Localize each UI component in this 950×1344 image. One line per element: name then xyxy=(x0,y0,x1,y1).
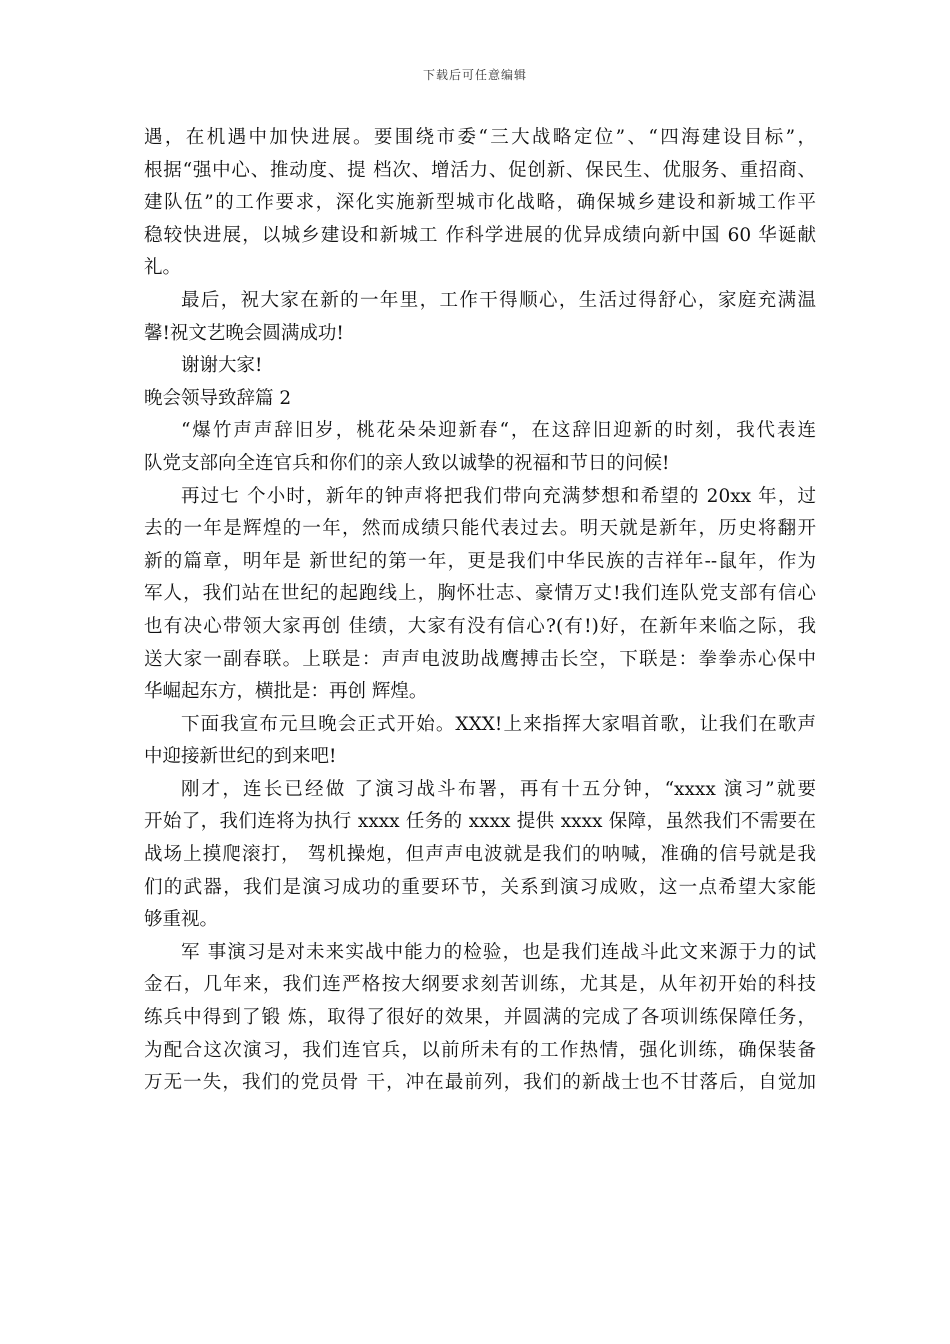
text-line: 送大家一副春联。上联是：声声电波助战鹰搏击长空，下联是：拳拳赤心保中 xyxy=(144,648,816,670)
text-line: 下面我宣布元旦晚会正式开始。XXX!上来指挥大家唱首歌，让我们在歌声 xyxy=(181,713,816,735)
text-line: 们的武器，我们是演习成功的重要环节，关系到演习成败，这一点希望大家能 xyxy=(144,876,816,898)
text-line: 晚会领导致辞篇 2 xyxy=(144,387,292,409)
text-line: 队党支部向全连官兵和你们的亲人致以诚挚的祝福和节日的问候! xyxy=(144,452,670,474)
text-line: 建队伍”的工作要求，深化实施新型城市化战略，确保城乡建设和新城工作平 xyxy=(144,192,816,214)
text-line: 根据“强中心、推动度、提 档次、增活力、促创新、保民生、优服务、重招商、 xyxy=(144,159,816,181)
text-line: 再过七 个小时，新年的钟声将把我们带向充满梦想和希望的 20xx 年，过 xyxy=(181,485,816,507)
text-line: 遇，在机遇中加快进展。要围绕市委“三大战略定位”、“四海建设目标”， xyxy=(144,127,816,148)
text-line: 开始了，我们连将为执行 xxxx 任务的 xxxx 提供 xxxx 保障，虽然我们不需要在 xyxy=(144,811,816,833)
text-line: 为配合这次演习，我们连官兵，以前所未有的工作热情，强化训练，确保装备 xyxy=(144,1039,816,1061)
text-line: 去的一年是辉煌的一年，然而成绩只能代表过去。明天就是新年，历史将翻开 xyxy=(144,518,816,540)
text-line: 够重视。 xyxy=(144,909,219,931)
text-line: 练兵中得到了锻 炼，取得了很好的效果，并圆满的完成了各项训练保障任务， xyxy=(144,1007,816,1029)
text-line: 最后，祝大家在新的一年里，工作干得顺心，生活过得舒心，家庭充满温 xyxy=(181,289,816,311)
text-line: 军 事演习是对未来实战中能力的检验，也是我们连战斗此文来源于力的试 xyxy=(181,941,816,963)
text-line: 万无一失，我们的党员骨 干，冲在最前列，我们的新战士也不甘落后，自觉加 xyxy=(144,1072,816,1094)
text-line: 战场上摸爬滚打， 驾机操炮，但声声电波就是我们的呐喊，准确的信号就是我 xyxy=(144,844,816,866)
text-line: 金石，几年来，我们连严格按大纲要求刻苦训练，尤其是，从年初开始的科技 xyxy=(144,974,816,996)
text-line: 刚才，连长已经做 了演习战斗布署，再有十五分钟，“xxxx 演习”就要 xyxy=(181,778,816,800)
document-body xyxy=(144,122,816,1100)
text-line: 也有决心带领大家再创 佳绩，大家有没有信心?(有!)好，在新年来临之际，我 xyxy=(144,615,816,637)
page-header: 下载后可任意编辑 xyxy=(422,68,527,82)
text-line: 新的篇章，明年是 新世纪的第一年，更是我们中华民族的吉祥年--鼠年，作为 xyxy=(144,550,816,572)
text-line: 谢谢大家! xyxy=(181,355,263,377)
text-line: 稳较快进展，以城乡建设和新城工 作科学进展的优异成绩向新中国 60 华诞献 xyxy=(144,224,816,246)
text-line: 馨!祝文艺晚会圆满成功! xyxy=(144,322,344,344)
text-line: 华崛起东方，横批是：再创 辉煌。 xyxy=(144,681,428,703)
text-line: 中迎接新世纪的到来吧! xyxy=(144,746,337,768)
text-line: 军人，我们站在世纪的起跑线上，胸怀壮志、豪情万丈!我们连队党支部有信心 xyxy=(144,583,816,605)
text-line: “爆竹声声辞旧岁，桃花朵朵迎新春“，在这辞旧迎新的时刻，我代表连 xyxy=(181,420,816,442)
text-line: 礼。 xyxy=(144,257,182,279)
